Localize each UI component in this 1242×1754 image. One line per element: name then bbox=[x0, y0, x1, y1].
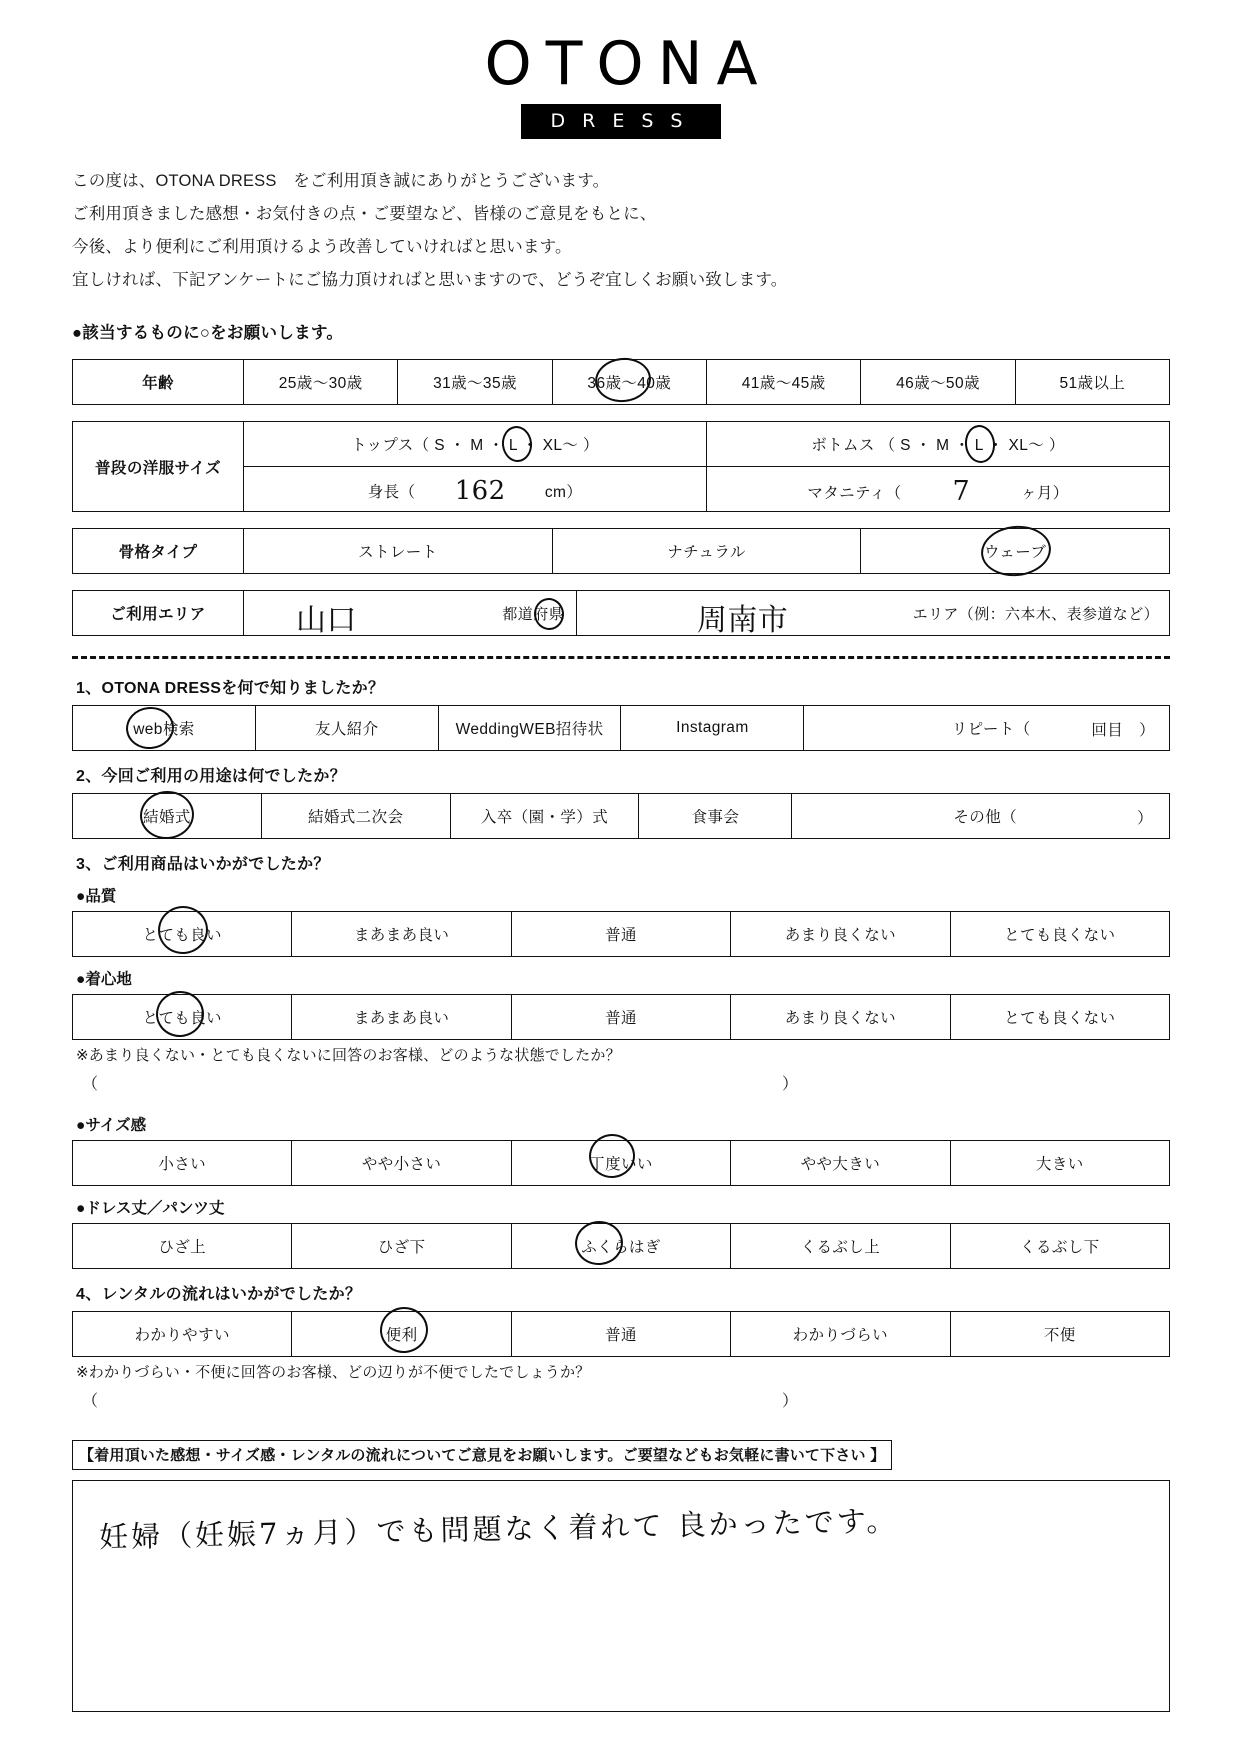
age-row-label: 年齢 bbox=[73, 360, 244, 405]
frame-type-table bbox=[72, 528, 1170, 574]
intro-paragraph bbox=[72, 165, 1170, 297]
q2-option-other-label: その他（ bbox=[953, 809, 1017, 826]
q4-option-easy-to-understand[interactable]: わかりやすい bbox=[73, 1312, 292, 1357]
size-feel-option-just-right-label: 丁度いい bbox=[589, 1156, 653, 1173]
bottoms-size-cell[interactable] bbox=[707, 422, 1170, 467]
frame-type-option-wave-label: ウェーブ bbox=[984, 544, 1047, 561]
table-row bbox=[73, 529, 1170, 574]
area-hint-label: エリア（例：六本木、表参道など） bbox=[912, 606, 1159, 623]
age-option-36-40-label: 36歳～40歳 bbox=[587, 375, 672, 392]
height-field-cell[interactable] bbox=[244, 467, 707, 512]
age-option-46-50[interactable]: 46歳～50歳 bbox=[861, 360, 1015, 405]
table-row bbox=[73, 794, 1170, 839]
intro-line-2: ご利用頂きました感想・お気付きの点・ご要望など、皆様のご意見をもとに、 bbox=[72, 205, 657, 223]
tops-size-label: トップス（ S ・ M ・ L ・ XL～ ） bbox=[351, 437, 599, 454]
q1-option-repeat[interactable] bbox=[804, 706, 1170, 751]
frame-type-option-natural[interactable]: ナチュラル bbox=[552, 529, 861, 574]
table-row bbox=[73, 995, 1170, 1040]
length-subheading: ●ドレス丈／パンツ丈 bbox=[76, 1200, 225, 1217]
comfort-option-not-very-good[interactable]: あまり良くない bbox=[731, 995, 950, 1040]
q2-option-ceremony[interactable]: 入卒（園・学）式 bbox=[450, 794, 639, 839]
comfort-option-very-good-label: とても良い bbox=[142, 1010, 222, 1027]
question-4-title: 4、レンタルの流れはいかがでしたか？ bbox=[76, 1286, 362, 1303]
q2-option-afterparty[interactable]: 結婚式二次会 bbox=[261, 794, 450, 839]
table-row bbox=[73, 591, 1170, 636]
table-row bbox=[73, 360, 1170, 405]
age-option-51-plus[interactable]: 51歳以上 bbox=[1015, 360, 1169, 405]
q1-option-weddingweb[interactable]: WeddingWEB招待状 bbox=[438, 706, 621, 751]
q1-option-friend[interactable]: 友人紹介 bbox=[255, 706, 438, 751]
size-feel-subheading: ●サイズ感 bbox=[76, 1117, 147, 1134]
q1-option-instagram[interactable]: Instagram bbox=[621, 706, 804, 751]
section-divider bbox=[72, 656, 1170, 659]
age-option-41-45[interactable]: 41歳～45歳 bbox=[706, 360, 860, 405]
maternity-label-post: ヶ月） bbox=[1020, 484, 1069, 502]
q1-option-web-search[interactable] bbox=[73, 706, 256, 751]
size-feel-option-slightly-small[interactable]: やや小さい bbox=[292, 1141, 511, 1186]
size-feel-options-table bbox=[72, 1140, 1170, 1186]
question-1-title: 1、OTONA DRESSを何で知りましたか？ bbox=[76, 680, 385, 697]
quality-option-very-bad[interactable]: とても良くない bbox=[950, 912, 1169, 957]
city-value: 周南市 bbox=[697, 603, 789, 638]
q4-option-convenient-label: 便利 bbox=[385, 1327, 418, 1344]
table-row bbox=[73, 706, 1170, 751]
length-option-above-ankle[interactable]: くるぶし上 bbox=[731, 1224, 950, 1269]
q4-option-hard-to-understand[interactable]: わかりづらい bbox=[731, 1312, 950, 1357]
q4-paren-right: ） bbox=[782, 1393, 799, 1410]
area-row-label: ご利用エリア bbox=[73, 591, 244, 636]
size-feel-option-small[interactable]: 小さい bbox=[73, 1141, 292, 1186]
comfort-option-very-good[interactable] bbox=[73, 995, 292, 1040]
age-option-25-30[interactable]: 25歳～30歳 bbox=[244, 360, 398, 405]
frame-type-row-label: 骨格タイプ bbox=[73, 529, 244, 574]
q1-repeat-count-label: 回目 ） bbox=[1091, 722, 1155, 739]
prefecture-suffix: 都道府県 bbox=[502, 606, 564, 623]
q4-options-table bbox=[72, 1311, 1170, 1357]
table-row bbox=[73, 1141, 1170, 1186]
maternity-value: 7 bbox=[952, 475, 971, 507]
question-2-title: 2、今回ご利用の用途は何でしたか？ bbox=[76, 768, 346, 785]
quality-options-table bbox=[72, 911, 1170, 957]
logo-dress-bar: DRESS bbox=[521, 104, 722, 139]
instruction-line: ●該当するものに○をお願いします。 bbox=[72, 324, 344, 342]
intro-line-3: 今後、より便利にご利用頂けるよう改善していければと思います。 bbox=[72, 238, 572, 256]
q1-option-repeat-label: リピート（ bbox=[951, 721, 1031, 738]
q1-options-table bbox=[72, 705, 1170, 751]
comment-section-heading: 【着用頂いた感想・サイズ感・レンタルの流れについてご意見をお願いします。ご要望などもお気軽に書いて下さい 】 bbox=[72, 1440, 892, 1470]
size-feel-option-slightly-large[interactable]: やや大きい bbox=[731, 1141, 950, 1186]
comment-handwritten-text: 妊婦（妊娠7ヵ月）でも問題なく着れて 良かったです。 bbox=[98, 1503, 899, 1555]
maternity-label-pre: マタニティ（ bbox=[807, 484, 902, 502]
city-cell[interactable] bbox=[577, 591, 1170, 636]
q2-option-meal[interactable]: 食事会 bbox=[639, 794, 792, 839]
comfort-paren-right: ） bbox=[782, 1076, 799, 1093]
q4-option-convenient[interactable] bbox=[292, 1312, 511, 1357]
table-row bbox=[73, 422, 1170, 467]
q2-other-close-paren: ） bbox=[1137, 810, 1153, 827]
brand-logo bbox=[72, 0, 1170, 139]
q2-option-wedding-label: 結婚式 bbox=[143, 809, 191, 826]
maternity-field-cell[interactable] bbox=[707, 467, 1170, 512]
q4-option-inconvenient[interactable]: 不便 bbox=[950, 1312, 1169, 1357]
intro-line-1: この度は、OTONA DRESS をご利用頂き誠にありがとうございます。 bbox=[72, 172, 610, 190]
length-option-calf-label: ふくらはぎ bbox=[581, 1239, 661, 1256]
q4-followup-answer-field[interactable] bbox=[82, 1388, 1170, 1414]
comfort-option-normal[interactable]: 普通 bbox=[511, 995, 730, 1040]
age-option-36-40[interactable] bbox=[552, 360, 706, 405]
q4-paren-left: （ bbox=[82, 1393, 99, 1410]
length-option-below-ankle[interactable]: くるぶし下 bbox=[950, 1224, 1169, 1269]
height-label-pre: 身長（ bbox=[367, 484, 416, 501]
area-table bbox=[72, 590, 1170, 636]
q2-option-wedding[interactable] bbox=[73, 794, 262, 839]
size-feel-option-just-right[interactable] bbox=[511, 1141, 730, 1186]
quality-option-fairly-good[interactable]: まあまあ良い bbox=[292, 912, 511, 957]
size-feel-option-large[interactable]: 大きい bbox=[950, 1141, 1169, 1186]
frame-type-option-straight[interactable]: ストレート bbox=[244, 529, 553, 574]
comfort-options-table bbox=[72, 994, 1170, 1040]
q2-option-other[interactable] bbox=[792, 794, 1170, 839]
age-option-31-35[interactable]: 31歳～35歳 bbox=[398, 360, 552, 405]
bottoms-size-label: ボトムス （ S ・ M ・ L ・ XL～ ） bbox=[811, 437, 1065, 454]
table-row bbox=[73, 912, 1170, 957]
clothing-size-row-label: 普段の洋服サイズ bbox=[73, 422, 244, 512]
comfort-paren-left: （ bbox=[82, 1076, 99, 1093]
length-option-below-knee[interactable]: ひざ下 bbox=[292, 1224, 511, 1269]
comfort-followup-note: ※あまり良くない・とても良くないに回答のお客様、どのような状態でしたか？ bbox=[76, 1047, 621, 1064]
prefecture-cell[interactable] bbox=[244, 591, 577, 636]
length-option-above-knee[interactable]: ひざ上 bbox=[73, 1224, 292, 1269]
quality-option-normal[interactable]: 普通 bbox=[511, 912, 730, 957]
length-option-calf[interactable] bbox=[511, 1224, 730, 1269]
height-value: 162 bbox=[454, 476, 506, 506]
quality-subheading: ●品質 bbox=[76, 888, 117, 905]
q4-followup-note: ※わかりづらい・不便に回答のお客様、どの辺りが不便でしたでしょうか？ bbox=[76, 1364, 591, 1381]
length-options-table bbox=[72, 1223, 1170, 1269]
comfort-followup-answer-field[interactable] bbox=[82, 1071, 1170, 1097]
q4-option-normal[interactable]: 普通 bbox=[511, 1312, 730, 1357]
quality-option-very-good[interactable] bbox=[73, 912, 292, 957]
comfort-option-fairly-good[interactable]: まあまあ良い bbox=[292, 995, 511, 1040]
q1-option-web-search-label: web検索 bbox=[133, 721, 195, 738]
intro-line-4: 宜しければ、下記アンケートにご協力頂ければと思いますので、どうぞ宜しくお願い致します。 bbox=[72, 271, 788, 289]
clothing-size-table bbox=[72, 421, 1170, 512]
logo-otona-text: OTONA bbox=[484, 29, 772, 99]
age-table bbox=[72, 359, 1170, 405]
frame-type-option-wave[interactable] bbox=[861, 529, 1170, 574]
table-row bbox=[73, 1312, 1170, 1357]
comment-textarea[interactable] bbox=[72, 1480, 1170, 1712]
tops-size-cell[interactable] bbox=[244, 422, 707, 467]
table-row bbox=[73, 1224, 1170, 1269]
height-label-post: cm） bbox=[544, 484, 583, 501]
quality-option-not-very-good[interactable]: あまり良くない bbox=[731, 912, 950, 957]
prefecture-value: 山口 bbox=[296, 603, 357, 638]
q2-options-table bbox=[72, 793, 1170, 839]
comfort-subheading: ●着心地 bbox=[76, 971, 132, 988]
question-3-title: 3、ご利用商品はいかがでしたか？ bbox=[76, 856, 330, 873]
comfort-option-very-bad[interactable]: とても良くない bbox=[950, 995, 1169, 1040]
quality-option-very-good-label: とても良い bbox=[142, 927, 222, 944]
